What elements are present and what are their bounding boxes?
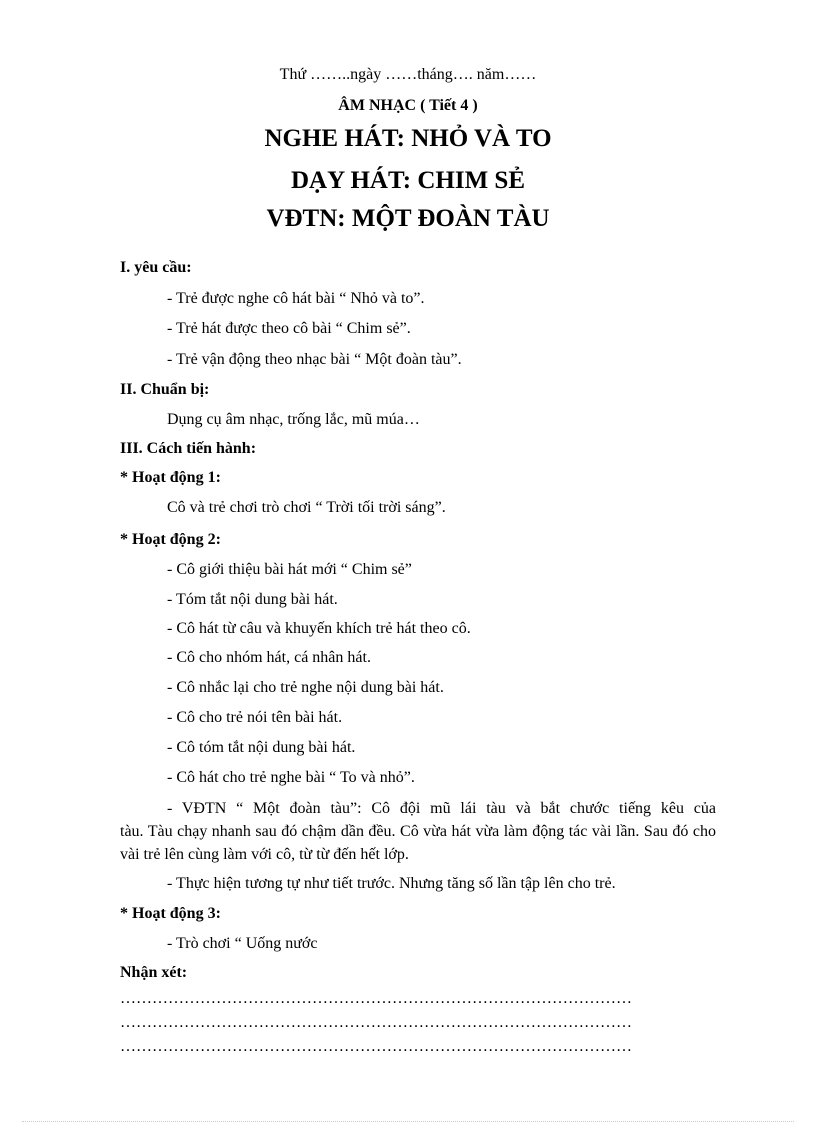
remarks-line: …………………………………………………………………………………… — [120, 990, 632, 1007]
requirement-item: - Trẻ được nghe cô hát bài “ Nhỏ và to”. — [167, 290, 425, 307]
vdtn-paragraph — [120, 797, 716, 866]
activity-2-item: - Cô cho trẻ nói tên bài hát. — [167, 709, 343, 726]
vdtn-first-line: - VĐTN “ Một đoàn tàu”: Cô đội mũ lái tàu và bắt chước tiếng kêu của — [167, 800, 716, 817]
title-movement: VĐTN: MỘT ĐOÀN TÀU — [266, 205, 550, 232]
title-listen: NGHE HÁT: NHỎ VÀ TO — [264, 125, 552, 152]
preparation-text: Dụng cụ âm nhạc, trống lắc, mũ múa… — [167, 411, 420, 428]
activity-2-item: - Cô cho nhóm hát, cá nhân hát. — [167, 649, 371, 666]
activity-1-heading: * Hoạt động 1: — [120, 469, 221, 486]
section-requirements-heading: I. yêu cầu: — [120, 259, 192, 276]
activity-2-item: - Tóm tắt nội dung bài hát. — [167, 591, 338, 608]
activity-3-heading: * Hoạt động 3: — [120, 905, 221, 922]
activity-1-text: Cô và trẻ chơi trò chơi “ Trời tối trời sáng”. — [167, 499, 446, 516]
section-procedure-heading: III. Cách tiến hành: — [120, 440, 257, 457]
activity-2-item: - Cô giới thiệu bài hát mới “ Chim sẻ” — [167, 561, 412, 578]
remarks-heading: Nhận xét: — [120, 964, 188, 981]
remarks-line: …………………………………………………………………………………… — [120, 1014, 632, 1031]
date-line: Thứ ……..ngày ……tháng…. năm…… — [279, 66, 537, 83]
title-teach: DẠY HÁT: CHIM SẺ — [290, 167, 526, 194]
activity-3-text: - Trò chơi “ Uống nước — [167, 935, 318, 952]
activity-2-item: - Cô nhắc lại cho trẻ nghe nội dung bài hát. — [167, 679, 444, 696]
activity-2-item: - Cô tóm tắt nội dung bài hát. — [167, 739, 356, 756]
activity-2-item: - Cô hát cho trẻ nghe bài “ To và nhỏ”. — [167, 769, 415, 786]
vdtn-rest: tàu. Tàu chạy nhanh sau đó chậm dần đều. Cô vừa hát vừa làm động tác vài lần. Sau đó cho vài trẻ lên cùng làm với cô, từ từ đến hết lớp. — [120, 823, 716, 863]
requirement-item: - Trẻ hát được theo cô bài “ Chim sẻ”. — [167, 320, 411, 337]
repeat-text: - Thực hiện tương tự như tiết trước. Nhưng tăng số lần tập lên cho trẻ. — [167, 875, 616, 892]
requirement-item: - Trẻ vận động theo nhạc bài “ Một đoàn tàu”. — [167, 351, 462, 368]
subject-heading: ÂM NHẠC ( Tiết 4 ) — [338, 97, 478, 114]
page-bottom-rule — [22, 1121, 794, 1122]
remarks-line: …………………………………………………………………………………… — [120, 1038, 632, 1055]
activity-2-heading: * Hoạt động 2: — [120, 531, 221, 548]
section-preparation-heading: II. Chuẩn bị: — [120, 381, 210, 398]
activity-2-item: - Cô hát từ câu và khuyến khích trẻ hát theo cô. — [167, 620, 471, 637]
